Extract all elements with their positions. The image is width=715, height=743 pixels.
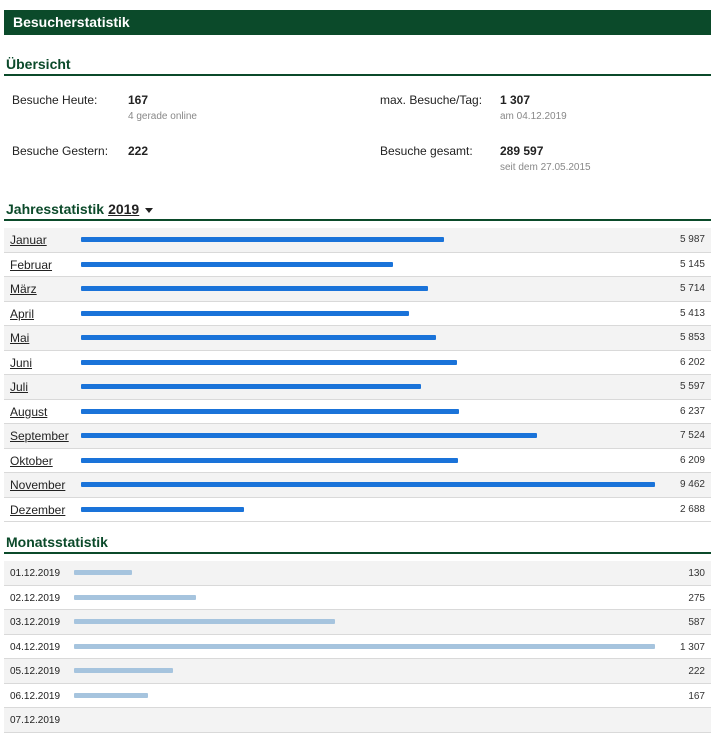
month-row bbox=[4, 375, 711, 400]
month-link[interactable]: November bbox=[10, 478, 66, 492]
visits-total-value: 289 597 bbox=[500, 144, 544, 158]
day-row bbox=[4, 635, 711, 660]
day-label: 06.12.2019 bbox=[10, 690, 61, 702]
overview-title: Übersicht bbox=[6, 56, 71, 72]
month-row bbox=[4, 449, 711, 474]
month-link[interactable]: August bbox=[10, 404, 48, 419]
month-link[interactable]: Dezember bbox=[10, 502, 66, 517]
day-bar bbox=[74, 644, 655, 649]
max-visits-date: am 04.12.2019 bbox=[500, 111, 567, 122]
day-label: 02.12.2019 bbox=[10, 592, 61, 604]
month-bar bbox=[81, 384, 421, 389]
year-stats-title: Jahresstatistik bbox=[6, 201, 105, 217]
page-title-bar bbox=[4, 10, 711, 35]
month-value: 5 597 bbox=[679, 381, 705, 392]
day-label: 07.12.2019 bbox=[10, 715, 61, 726]
month-value: 5 413 bbox=[679, 307, 705, 319]
month-link[interactable]: Mai bbox=[10, 331, 30, 345]
day-bar bbox=[74, 595, 196, 600]
max-visits-label: max. Besuche/Tag: bbox=[380, 93, 483, 107]
year-stats-table bbox=[4, 228, 711, 522]
day-row bbox=[4, 708, 711, 733]
year-dropdown[interactable] bbox=[108, 201, 153, 217]
day-bar bbox=[74, 570, 132, 575]
year-dropdown-value: 2019 bbox=[108, 201, 140, 217]
month-bar bbox=[81, 311, 409, 316]
day-label: 04.12.2019 bbox=[10, 641, 61, 653]
month-link[interactable]: Oktober bbox=[10, 453, 53, 468]
year-stats-heading bbox=[4, 199, 711, 221]
visits-total-since: seit dem 27.05.2015 bbox=[500, 162, 591, 173]
month-bar bbox=[81, 482, 655, 487]
month-bar bbox=[81, 335, 436, 340]
day-row bbox=[4, 561, 711, 586]
day-label: 05.12.2019 bbox=[10, 666, 61, 677]
month-value: 6 202 bbox=[679, 356, 705, 368]
month-value: 6 209 bbox=[679, 454, 705, 466]
day-value: 587 bbox=[688, 617, 705, 628]
visits-today-label: Besuche Heute: bbox=[12, 93, 98, 107]
month-bar bbox=[81, 262, 393, 267]
month-row bbox=[4, 253, 711, 278]
day-value: 130 bbox=[688, 568, 705, 579]
month-value: 5 145 bbox=[679, 258, 705, 270]
page-title: Besucherstatistik bbox=[13, 14, 130, 30]
day-bar bbox=[74, 668, 173, 673]
month-bar bbox=[81, 360, 457, 365]
month-row bbox=[4, 424, 711, 449]
month-bar bbox=[81, 433, 537, 438]
month-value: 6 237 bbox=[679, 405, 705, 417]
month-row bbox=[4, 302, 711, 327]
month-link[interactable]: Januar bbox=[10, 233, 47, 247]
month-bar bbox=[81, 237, 444, 242]
month-link[interactable]: September bbox=[10, 429, 69, 443]
day-row bbox=[4, 586, 711, 611]
month-bar bbox=[81, 286, 428, 291]
month-row bbox=[4, 351, 711, 376]
day-bar bbox=[74, 693, 148, 698]
month-row bbox=[4, 473, 711, 498]
month-value: 7 524 bbox=[679, 430, 705, 441]
month-link[interactable]: April bbox=[10, 306, 35, 321]
month-value: 2 688 bbox=[679, 503, 705, 515]
month-stats-title: Monatsstatistik bbox=[6, 534, 108, 550]
visits-yesterday-value: 222 bbox=[128, 144, 149, 158]
month-row bbox=[4, 277, 711, 302]
day-row bbox=[4, 684, 711, 709]
day-value: 222 bbox=[688, 666, 705, 677]
month-link[interactable]: Juni bbox=[10, 355, 33, 370]
month-value: 5 853 bbox=[679, 332, 705, 343]
month-value: 9 462 bbox=[679, 479, 705, 490]
month-row bbox=[4, 228, 711, 253]
visits-total-label: Besuche gesamt: bbox=[380, 144, 473, 158]
max-visits-value: 1 307 bbox=[500, 93, 531, 107]
month-row bbox=[4, 498, 711, 523]
month-link[interactable]: März bbox=[10, 282, 37, 296]
month-bar bbox=[81, 458, 458, 463]
month-value: 5 714 bbox=[679, 283, 705, 294]
month-link[interactable]: Juli bbox=[10, 380, 29, 394]
day-bar bbox=[74, 619, 335, 624]
day-value: 167 bbox=[688, 690, 705, 702]
month-row bbox=[4, 400, 711, 425]
visits-today-value: 167 bbox=[128, 93, 149, 107]
day-row bbox=[4, 610, 711, 635]
visits-yesterday-label: Besuche Gestern: bbox=[12, 144, 109, 158]
month-link[interactable]: Februar bbox=[10, 257, 53, 272]
day-value: 275 bbox=[688, 592, 705, 604]
month-stats-table bbox=[4, 561, 711, 733]
day-label: 01.12.2019 bbox=[10, 568, 61, 579]
day-label: 03.12.2019 bbox=[10, 617, 61, 628]
month-stats-heading bbox=[4, 532, 711, 554]
online-now-note: 4 gerade online bbox=[128, 111, 197, 122]
overview-heading bbox=[4, 54, 711, 76]
month-bar bbox=[81, 409, 459, 414]
month-row bbox=[4, 326, 711, 351]
day-value: 1 307 bbox=[679, 641, 705, 653]
chevron-down-icon bbox=[145, 208, 153, 213]
day-row bbox=[4, 659, 711, 684]
month-bar bbox=[81, 507, 244, 512]
month-value: 5 987 bbox=[679, 234, 705, 245]
